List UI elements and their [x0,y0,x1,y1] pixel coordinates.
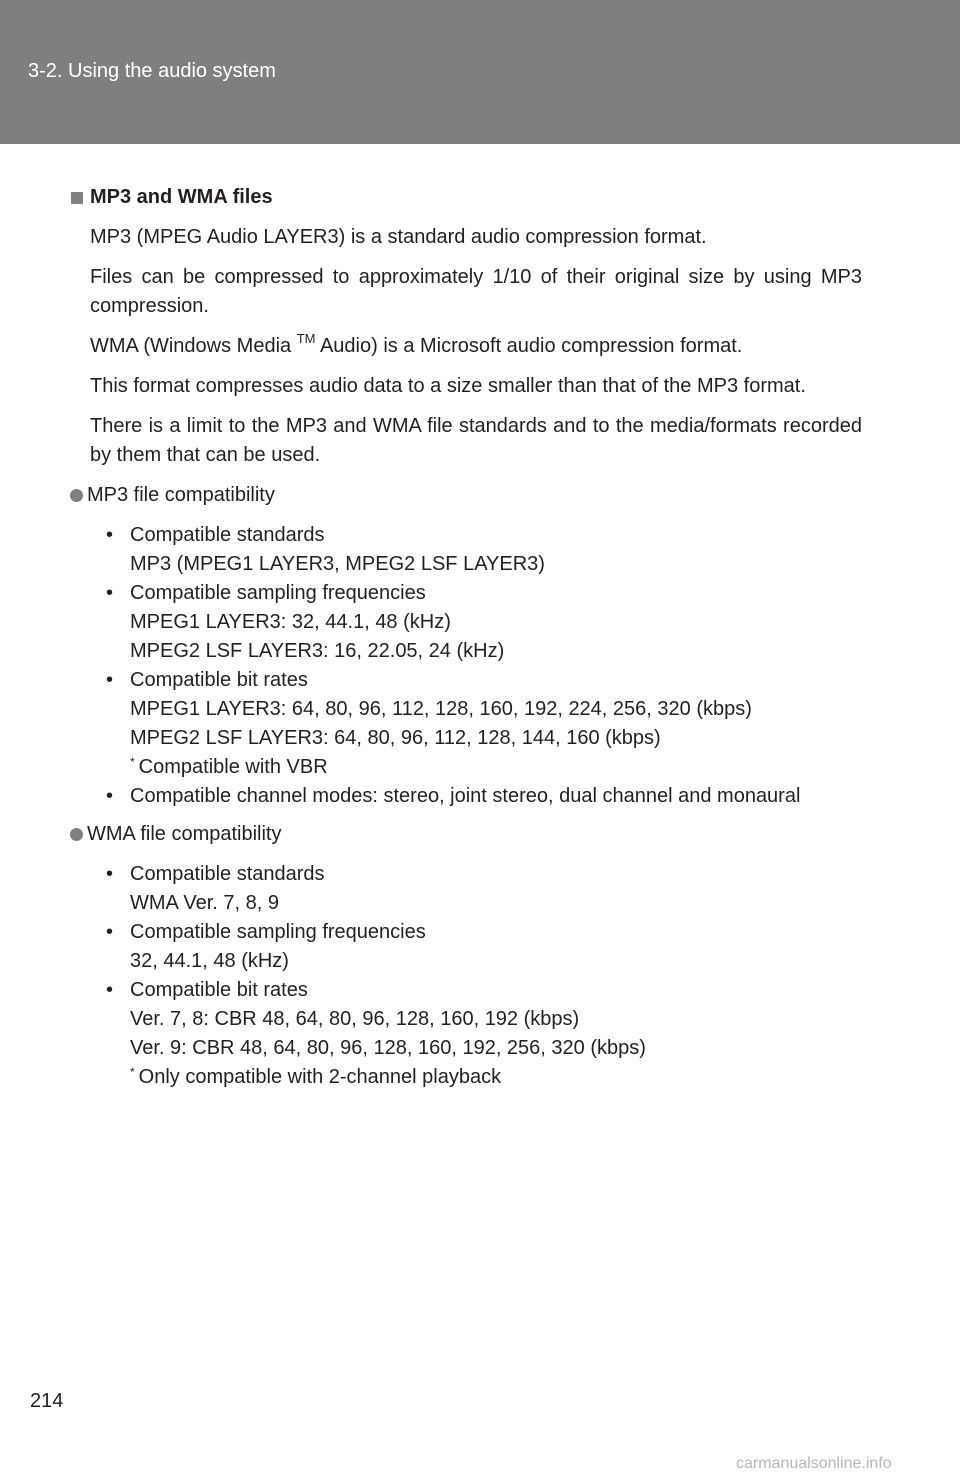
footnote-mark: * [130,1065,135,1079]
wma-text-after: Audio) is a Microsoft audio compression format. [315,335,743,357]
bullet: • [106,979,114,1001]
item-label: Compatible channel modes: stereo, joint stereo, dual channel and monaural [130,785,801,807]
list-item [106,521,862,579]
subsection-title: WMA file compatibility [87,823,282,845]
item-detail: Ver. 7, 8: CBR 48, 64, 80, 96, 128, 160, 192 (kbps) [130,1008,580,1030]
bullet: • [106,863,114,885]
list-item [106,782,862,811]
trademark-mark: TM [296,331,316,346]
list-item [106,976,862,1092]
footnote-text: Compatible with VBR [138,756,328,778]
subsection-wma [70,820,862,849]
item-detail: MPEG2 LSF LAYER3: 64, 80, 96, 112, 128, 144, 160 (kbps) [130,727,661,749]
heading-text: MP3 and WMA files [90,186,273,208]
item-detail: Ver. 9: CBR 48, 64, 80, 96, 128, 160, 192, 256, 320 (kbps) [130,1037,646,1059]
footnote [130,1063,862,1092]
bullet: • [106,669,114,691]
page-header [0,0,960,144]
item-label: Compatible standards [130,863,325,885]
mp3-compatibility-list [70,521,862,811]
circle-bullet-icon [70,828,83,841]
footnote-text: Only compatible with 2-channel playback [138,1066,502,1088]
item-label: Compatible bit rates [130,669,308,691]
page-content [70,183,862,1101]
paragraph: There is a limit to the MP3 and WMA file standards and to the media/formats recorded by them that can be used. [90,415,862,466]
item-label: Compatible bit rates [130,979,308,1001]
list-item [106,666,862,782]
wma-compatibility-list [70,860,862,1092]
bullet: • [106,785,114,807]
paragraph-wma [90,332,862,361]
item-label: Compatible sampling frequencies [130,582,426,604]
page-number: 214 [30,1390,64,1412]
item-label: Compatible standards [130,524,325,546]
item-label: Compatible sampling frequencies [130,921,426,943]
section-title: 3-2. Using the audio system [28,60,276,82]
item-detail: MPEG1 LAYER3: 64, 80, 96, 112, 128, 160, 192, 224, 256, 320 (kbps) [130,698,752,720]
item-detail: MPEG2 LSF LAYER3: 16, 22.05, 24 (kHz) [130,640,505,662]
subsection-mp3 [70,481,862,510]
section-heading [70,183,862,212]
bullet: • [106,582,114,604]
paragraph: Files can be compressed to approximately 1/10 of their original size by using MP3 compression. [90,266,862,317]
list-item [106,918,862,976]
item-detail: WMA Ver. 7, 8, 9 [130,892,279,914]
subsection-title: MP3 file compatibility [87,484,275,506]
item-detail: MPEG1 LAYER3: 32, 44.1, 48 (kHz) [130,611,451,633]
bullet: • [106,921,114,943]
circle-bullet-icon [70,489,83,502]
footnote [130,753,862,782]
wma-text-before: WMA (Windows Media [90,335,297,357]
item-detail: MP3 (MPEG1 LAYER3, MPEG2 LSF LAYER3) [130,553,545,575]
item-detail: 32, 44.1, 48 (kHz) [130,950,289,972]
square-bullet-icon [71,192,83,204]
paragraph: MP3 (MPEG Audio LAYER3) is a standard audio compression format. [90,226,707,248]
bullet: • [106,524,114,546]
watermark: carmanualsonline.info [736,1455,892,1472]
list-item [106,860,862,918]
paragraph: This format compresses audio data to a size smaller than that of the MP3 format. [90,375,806,397]
list-item [106,579,862,666]
footnote-mark: * [130,755,135,769]
